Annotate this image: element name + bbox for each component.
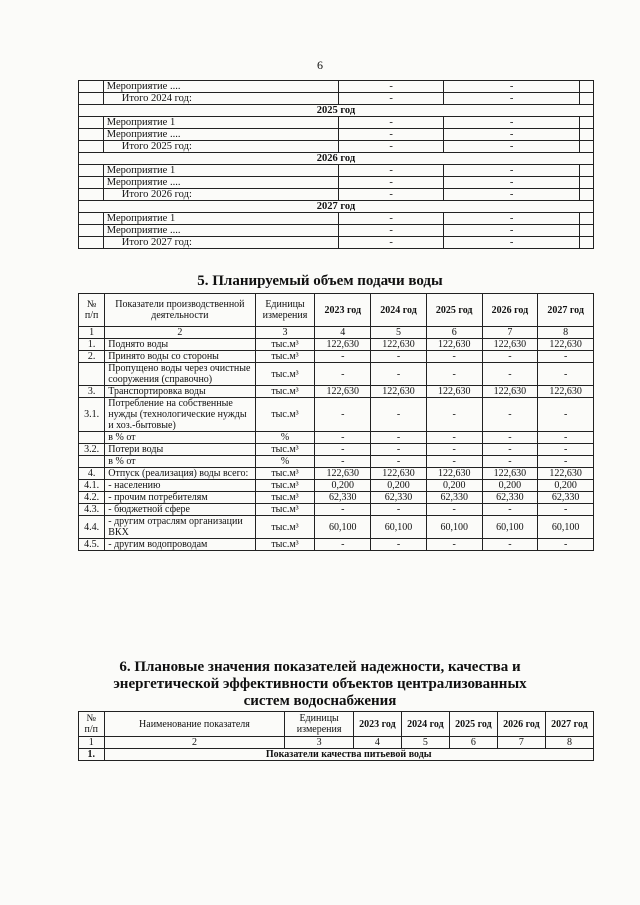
unit-cell: % (255, 456, 315, 468)
value-cell: - (482, 432, 538, 444)
value-cell: - (371, 444, 427, 456)
value-cell: 122,630 (426, 386, 482, 398)
indicator-name: - другим водопроводам (105, 539, 255, 551)
header-cell: Единицы измерения (255, 294, 315, 327)
unit-cell: тыс.м³ (255, 468, 315, 480)
header-cell: № п/п (79, 294, 105, 327)
value-cell: 62,330 (426, 492, 482, 504)
value-cell: 60,100 (371, 516, 427, 539)
table-row (79, 492, 594, 504)
indicator-name: Потери воды (105, 444, 255, 456)
value-cell: - (371, 432, 427, 444)
row-label: Мероприятие 1 (103, 213, 338, 225)
indicator-name: Потребление на собственные нужды (технологические нужды и хоз.-бытовые) (105, 398, 255, 432)
value-cell: 122,630 (315, 468, 371, 480)
page-number: 6 (317, 58, 323, 72)
value-cell: - (315, 444, 371, 456)
header-cell: 2025 год (426, 294, 482, 327)
indicator-name: - населению (105, 480, 255, 492)
unit-cell: % (255, 432, 315, 444)
empty-cell (579, 141, 593, 153)
header-cell: 2024 год (401, 712, 449, 737)
value-cell: - (426, 351, 482, 363)
value-cell: 0,200 (315, 480, 371, 492)
header-cell: 2024 год (371, 294, 427, 327)
empty-cell (579, 117, 593, 129)
empty-cell (579, 189, 593, 201)
indicator-name: Поднято воды (105, 339, 255, 351)
empty-cell (579, 237, 593, 249)
indicator-name: - другим отраслям организации ВКХ (105, 516, 255, 539)
header-cell: Единицы измерения (285, 712, 353, 737)
year-heading-row (79, 105, 594, 117)
value-cell: - (482, 363, 538, 386)
table-row (79, 516, 594, 539)
row-number-cell (79, 141, 104, 153)
unit-cell: тыс.м³ (255, 339, 315, 351)
row-number (79, 363, 105, 386)
value-cell: - (339, 213, 444, 225)
value-cell: - (426, 432, 482, 444)
value-cell: - (444, 165, 580, 177)
value-cell: - (444, 141, 580, 153)
value-cell: - (444, 81, 580, 93)
empty-cell (579, 225, 593, 237)
value-cell: - (444, 237, 580, 249)
row-number-cell (79, 165, 104, 177)
table-header-row (79, 294, 594, 327)
header-cell: Показатели производственной деятельности (105, 294, 255, 327)
table-row (79, 398, 594, 432)
water-supply-volume-table (78, 293, 594, 551)
value-cell: - (538, 398, 594, 432)
column-number: 2 (104, 737, 285, 749)
column-number: 8 (545, 737, 593, 749)
table-row (79, 363, 594, 386)
value-cell: - (444, 177, 580, 189)
value-cell: - (482, 504, 538, 516)
indicator-name: в % от (105, 432, 255, 444)
table-row (79, 480, 594, 492)
column-number: 1 (79, 327, 105, 339)
indicator-name: Транспортировка воды (105, 386, 255, 398)
row-label: Мероприятие 1 (103, 117, 338, 129)
header-cell: 2023 год (315, 294, 371, 327)
value-cell: - (538, 432, 594, 444)
header-cell: 2027 год (545, 712, 593, 737)
value-cell: - (426, 456, 482, 468)
reliability-indicators-table (78, 711, 594, 761)
empty-cell (579, 81, 593, 93)
header-cell: 2023 год (353, 712, 401, 737)
value-cell: 60,100 (426, 516, 482, 539)
table-row (79, 432, 594, 444)
year-heading: 2025 год (79, 105, 594, 117)
table-header-row (79, 712, 594, 737)
header-cell: 2025 год (449, 712, 497, 737)
value-cell: - (339, 237, 444, 249)
empty-cell (579, 93, 593, 105)
row-number: 3.1. (79, 398, 105, 432)
indicator-name: Отпуск (реализация) воды всего: (105, 468, 255, 480)
value-cell: - (444, 129, 580, 141)
value-cell: - (426, 539, 482, 551)
section-5-title: 5. Планируемый объем подачи воды (197, 273, 443, 289)
unit-cell: тыс.м³ (255, 504, 315, 516)
unit-cell: тыс.м³ (255, 539, 315, 551)
indicator-name: Пропущено воды через очистные сооружения (справочно) (105, 363, 255, 386)
value-cell: 122,630 (371, 468, 427, 480)
column-number: 8 (538, 327, 594, 339)
unit-cell: тыс.м³ (255, 444, 315, 456)
section-6-title: 6. Плановые значения показателей надежности, качества и энергетической эффективности объектов централизованных систем водоснабжения (113, 659, 527, 709)
empty-cell (579, 129, 593, 141)
value-cell: - (426, 363, 482, 386)
column-number: 5 (371, 327, 427, 339)
column-number: 5 (401, 737, 449, 749)
header-cell: 2026 год (497, 712, 545, 737)
table-row (79, 225, 594, 237)
unit-cell: тыс.м³ (255, 386, 315, 398)
value-cell: 122,630 (482, 386, 538, 398)
value-cell: - (339, 81, 444, 93)
value-cell: - (538, 504, 594, 516)
value-cell: 122,630 (315, 339, 371, 351)
value-cell: - (371, 539, 427, 551)
value-cell: 122,630 (426, 339, 482, 351)
value-cell: 122,630 (538, 468, 594, 480)
value-cell: - (371, 456, 427, 468)
column-number: 3 (255, 327, 315, 339)
value-cell: - (339, 225, 444, 237)
year-heading: 2027 год (79, 201, 594, 213)
row-number: 4.3. (79, 504, 105, 516)
value-cell: - (426, 444, 482, 456)
row-number: 4.1. (79, 480, 105, 492)
value-cell: - (444, 225, 580, 237)
unit-cell: тыс.м³ (255, 492, 315, 504)
row-number (79, 456, 105, 468)
row-label: Итого 2026 год: (103, 189, 338, 201)
value-cell: - (371, 363, 427, 386)
value-cell: - (315, 504, 371, 516)
total-row (79, 141, 594, 153)
value-cell: - (426, 398, 482, 432)
column-number-row (79, 737, 594, 749)
row-label: Итого 2024 год: (103, 93, 338, 105)
row-number: 4.2. (79, 492, 105, 504)
unit-cell: тыс.м³ (255, 516, 315, 539)
value-cell: 60,100 (482, 516, 538, 539)
value-cell: - (371, 504, 427, 516)
empty-cell (579, 177, 593, 189)
row-label: Мероприятие .... (103, 129, 338, 141)
column-number: 1 (79, 737, 105, 749)
measures-table (78, 80, 594, 249)
row-label: Итого 2025 год: (103, 141, 338, 153)
column-number: 7 (497, 737, 545, 749)
value-cell: 0,200 (371, 480, 427, 492)
value-cell: 60,100 (315, 516, 371, 539)
table-row (79, 81, 594, 93)
value-cell: - (482, 539, 538, 551)
value-cell: 0,200 (538, 480, 594, 492)
value-cell: - (538, 456, 594, 468)
header-cell: 2027 год (538, 294, 594, 327)
value-cell: 62,330 (315, 492, 371, 504)
total-row (79, 93, 594, 105)
value-cell: - (339, 117, 444, 129)
value-cell: 122,630 (538, 386, 594, 398)
unit-cell: тыс.м³ (255, 480, 315, 492)
row-number: 4.5. (79, 539, 105, 551)
table-row (79, 339, 594, 351)
value-cell: 122,630 (371, 339, 427, 351)
year-heading-row (79, 153, 594, 165)
indicator-name: - бюджетной сфере (105, 504, 255, 516)
value-cell: - (315, 456, 371, 468)
value-cell: 0,200 (482, 480, 538, 492)
row-number: 3. (79, 386, 105, 398)
value-cell: - (538, 351, 594, 363)
value-cell: 122,630 (371, 386, 427, 398)
row-number-cell (79, 81, 104, 93)
table-row (79, 351, 594, 363)
table-row (79, 129, 594, 141)
unit-cell: тыс.м³ (255, 363, 315, 386)
column-number: 7 (482, 327, 538, 339)
table-row (79, 444, 594, 456)
value-cell: - (315, 351, 371, 363)
value-cell: - (444, 189, 580, 201)
table-row (79, 386, 594, 398)
header-cell: Наименование показателя (104, 712, 285, 737)
empty-cell (579, 213, 593, 225)
row-number-cell (79, 129, 104, 141)
group-heading: Показатели качества питьевой воды (104, 749, 593, 761)
column-number: 6 (426, 327, 482, 339)
table-row (79, 749, 594, 761)
table-row (79, 468, 594, 480)
column-number: 6 (449, 737, 497, 749)
row-label: Мероприятие .... (103, 81, 338, 93)
row-number: 3.2. (79, 444, 105, 456)
row-number-cell (79, 117, 104, 129)
value-cell: 122,630 (482, 468, 538, 480)
row-number-cell (79, 213, 104, 225)
total-row (79, 237, 594, 249)
table-row (79, 539, 594, 551)
total-row (79, 189, 594, 201)
row-number-cell (79, 189, 104, 201)
indicator-name: в % от (105, 456, 255, 468)
row-number-cell (79, 93, 104, 105)
value-cell: 62,330 (482, 492, 538, 504)
value-cell: - (315, 432, 371, 444)
value-cell: 60,100 (538, 516, 594, 539)
value-cell: 122,630 (538, 339, 594, 351)
row-label: Мероприятие 1 (103, 165, 338, 177)
value-cell: - (339, 129, 444, 141)
table-row (79, 177, 594, 189)
table-row (79, 117, 594, 129)
value-cell: - (538, 363, 594, 386)
indicator-name: - прочим потребителям (105, 492, 255, 504)
indicator-name: Принято воды со стороны (105, 351, 255, 363)
value-cell: - (538, 539, 594, 551)
value-cell: - (482, 444, 538, 456)
row-number: 4.4. (79, 516, 105, 539)
row-number-cell (79, 225, 104, 237)
row-number: 2. (79, 351, 105, 363)
row-number (79, 432, 105, 444)
row-number: 1. (79, 749, 105, 761)
header-cell: 2026 год (482, 294, 538, 327)
column-number: 4 (353, 737, 401, 749)
value-cell: - (482, 456, 538, 468)
table-row (79, 456, 594, 468)
value-cell: - (482, 398, 538, 432)
unit-cell: тыс.м³ (255, 398, 315, 432)
value-cell: - (426, 504, 482, 516)
value-cell: - (315, 539, 371, 551)
table-row (79, 504, 594, 516)
row-label: Мероприятие .... (103, 177, 338, 189)
value-cell: - (371, 398, 427, 432)
value-cell: 122,630 (482, 339, 538, 351)
table-row (79, 213, 594, 225)
value-cell: - (444, 93, 580, 105)
value-cell: - (538, 444, 594, 456)
year-heading: 2026 год (79, 153, 594, 165)
value-cell: - (444, 117, 580, 129)
value-cell: - (339, 165, 444, 177)
value-cell: - (339, 189, 444, 201)
header-cell: № п/п (79, 712, 105, 737)
value-cell: 62,330 (371, 492, 427, 504)
value-cell: - (315, 363, 371, 386)
value-cell: 122,630 (315, 386, 371, 398)
column-number-row (79, 327, 594, 339)
row-number-cell (79, 177, 104, 189)
unit-cell: тыс.м³ (255, 351, 315, 363)
value-cell: - (444, 213, 580, 225)
value-cell: 0,200 (426, 480, 482, 492)
value-cell: - (339, 93, 444, 105)
row-number-cell (79, 237, 104, 249)
empty-cell (579, 165, 593, 177)
value-cell: 122,630 (426, 468, 482, 480)
table-row (79, 165, 594, 177)
row-number: 1. (79, 339, 105, 351)
value-cell: - (371, 351, 427, 363)
value-cell: - (315, 398, 371, 432)
value-cell: - (339, 177, 444, 189)
row-label: Мероприятие .... (103, 225, 338, 237)
row-label: Итого 2027 год: (103, 237, 338, 249)
column-number: 2 (105, 327, 255, 339)
column-number: 3 (285, 737, 353, 749)
row-number: 4. (79, 468, 105, 480)
value-cell: - (339, 141, 444, 153)
column-number: 4 (315, 327, 371, 339)
value-cell: 62,330 (538, 492, 594, 504)
year-heading-row (79, 201, 594, 213)
value-cell: - (482, 351, 538, 363)
